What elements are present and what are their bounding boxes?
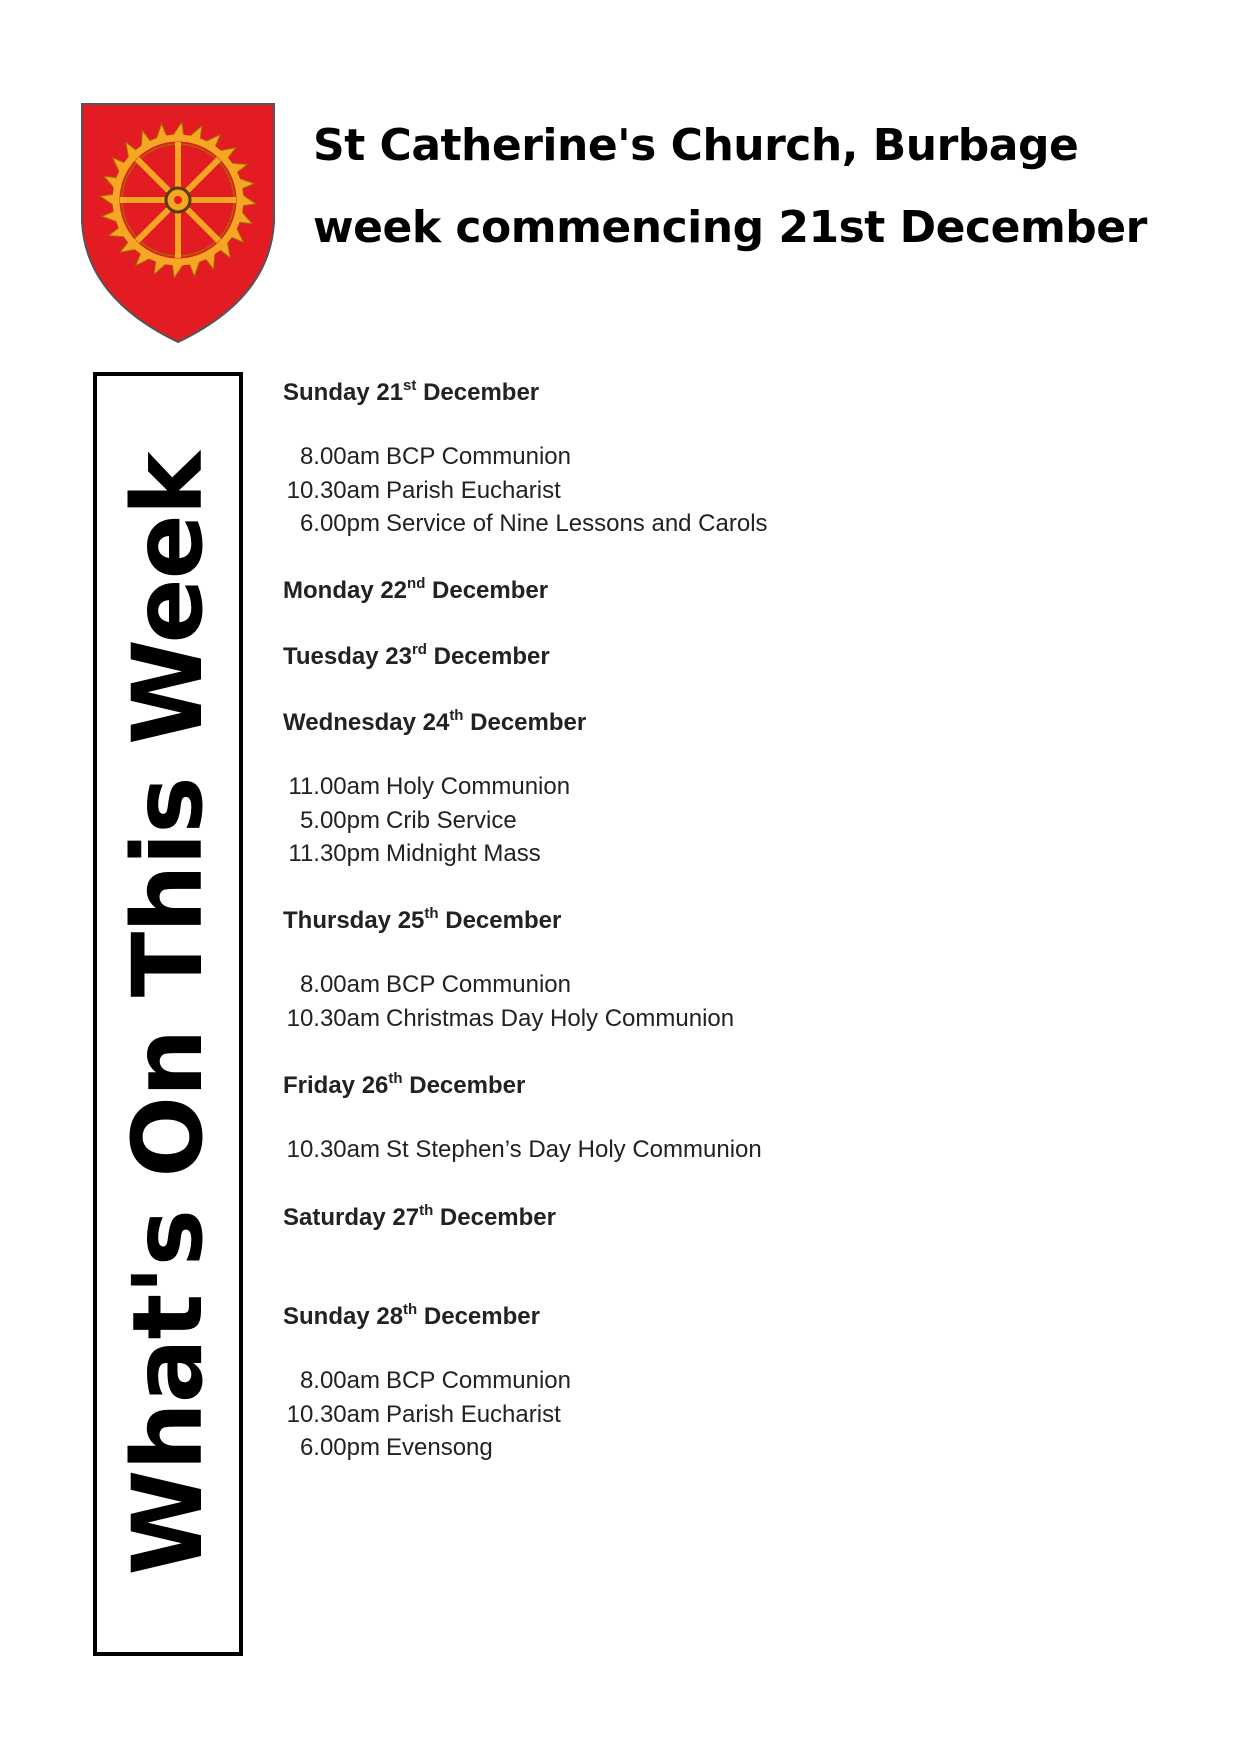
day-block <box>283 708 586 871</box>
event-time: 8.00am <box>299 443 380 470</box>
page-title-church: St Catherine's Church, Burbage <box>313 120 1079 171</box>
event-item <box>283 1364 571 1398</box>
day-month: December <box>432 577 549 604</box>
event-title: Evensong <box>386 1434 493 1461</box>
event-title: Crib Service <box>386 806 517 834</box>
event-list <box>283 1133 762 1167</box>
event-item <box>283 507 768 541</box>
church-crest-icon <box>80 102 276 344</box>
page-subtitle-week: week commencing 21st December <box>313 202 1147 253</box>
sidebar-banner-text: What's On This Week <box>112 452 224 1576</box>
event-time: 10.30am <box>286 1400 380 1428</box>
event-item <box>283 968 734 1002</box>
event-item <box>283 1002 734 1036</box>
day-ordinal-suffix: st <box>403 377 417 394</box>
event-title: Parish Eucharist <box>386 1400 561 1428</box>
day-name: Monday 22 <box>283 577 408 604</box>
day-month: December <box>445 907 562 934</box>
event-time: 8.00am <box>299 971 380 998</box>
day-ordinal-suffix: th <box>403 1301 418 1318</box>
event-item <box>283 1431 571 1465</box>
day-month: December <box>439 1204 556 1231</box>
day-ordinal-suffix: nd <box>407 575 426 592</box>
event-title: St Stephen’s Day Holy Communion <box>386 1136 762 1163</box>
event-time: 6.00pm <box>299 510 380 537</box>
event-time: 10.30am <box>286 1136 380 1163</box>
event-time: 6.00pm <box>299 1434 380 1461</box>
day-name: Sunday 21 <box>283 379 404 406</box>
day-name: Wednesday 24 <box>283 709 450 736</box>
day-block <box>283 1203 556 1233</box>
day-block <box>283 378 768 541</box>
day-block <box>283 642 550 672</box>
event-list <box>283 770 586 871</box>
event-title: Midnight Mass <box>386 840 541 867</box>
day-heading <box>283 378 768 408</box>
event-list <box>283 1364 571 1465</box>
event-title: Service of Nine Lessons and Carols <box>386 510 768 537</box>
event-item <box>283 804 586 838</box>
event-item <box>283 1133 762 1167</box>
day-heading <box>283 1302 571 1332</box>
day-name: Sunday 28 <box>283 1303 404 1330</box>
day-month: December <box>470 709 587 736</box>
day-name: Saturday 27 <box>283 1204 420 1231</box>
event-time: 10.30am <box>286 476 380 504</box>
sidebar-banner <box>93 372 243 1656</box>
day-ordinal-suffix: rd <box>411 641 427 658</box>
event-item <box>283 474 768 508</box>
day-heading <box>283 576 548 606</box>
event-item <box>283 837 586 871</box>
day-name: Thursday 25 <box>283 907 425 934</box>
event-title: Christmas Day Holy Communion <box>386 1004 735 1032</box>
day-month: December <box>433 643 550 670</box>
day-block <box>283 1071 762 1167</box>
event-item <box>283 440 768 474</box>
event-title: BCP Communion <box>386 443 571 470</box>
event-title: BCP Communion <box>386 1367 571 1394</box>
event-item <box>283 770 586 804</box>
event-title: BCP Communion <box>386 971 571 998</box>
day-heading <box>283 1203 556 1233</box>
day-ordinal-suffix: th <box>449 707 464 724</box>
day-ordinal-suffix: th <box>388 1070 403 1087</box>
event-time: 8.00am <box>299 1367 380 1394</box>
day-heading <box>283 642 550 672</box>
day-name: Tuesday 23 <box>283 643 412 670</box>
event-list <box>283 440 768 541</box>
event-time: 11.00am <box>288 773 380 800</box>
day-name: Friday 26 <box>283 1072 389 1099</box>
event-title: Holy Communion <box>386 773 571 800</box>
day-month: December <box>423 1303 540 1330</box>
event-time: 10.30am <box>286 1004 380 1032</box>
day-heading <box>283 906 734 936</box>
day-heading <box>283 1071 762 1101</box>
day-ordinal-suffix: th <box>424 905 439 922</box>
day-month: December <box>409 1072 526 1099</box>
event-time: 5.00pm <box>299 806 380 834</box>
day-block <box>283 576 548 606</box>
event-item <box>283 1398 571 1432</box>
event-title: Parish Eucharist <box>386 476 561 504</box>
day-block <box>283 1302 571 1465</box>
day-heading <box>283 708 586 738</box>
day-month: December <box>423 379 540 406</box>
event-time: 11.30pm <box>288 840 380 867</box>
day-ordinal-suffix: th <box>419 1202 434 1219</box>
event-list <box>283 968 734 1035</box>
day-block <box>283 906 734 1035</box>
